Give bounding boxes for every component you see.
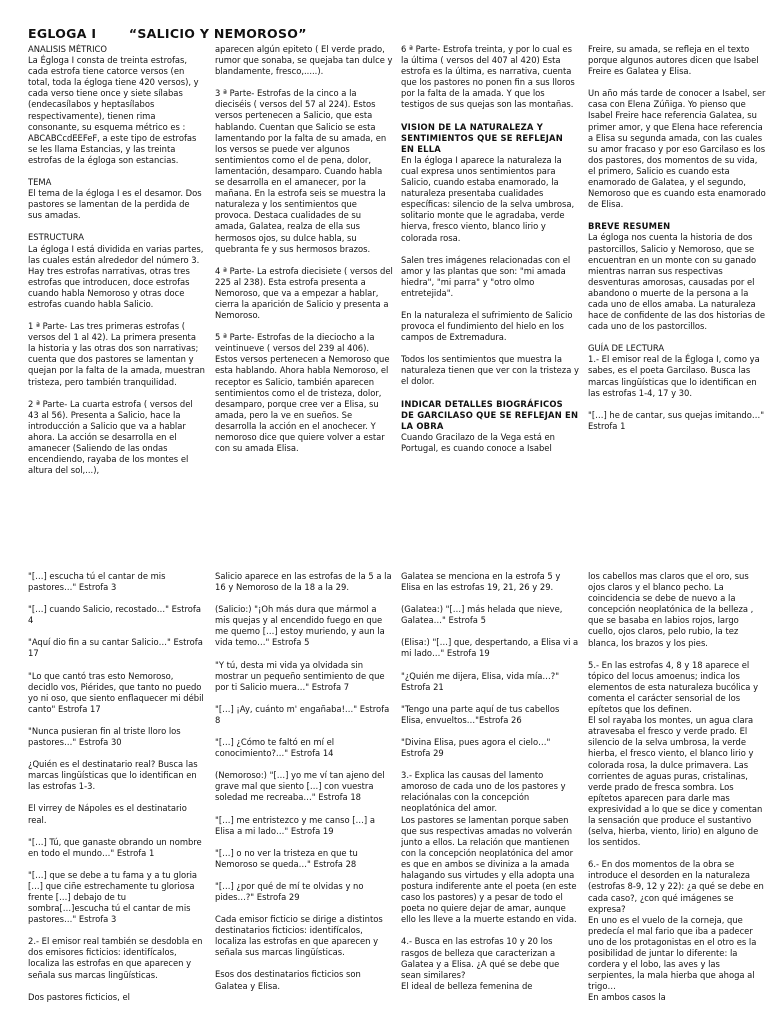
text-column-top-2 <box>215 44 393 514</box>
text-column-bottom-1 <box>28 571 206 1024</box>
paragraph: "[…] ¿Cómo te faltó en mí el conocimiento?…" Estrofa 14 <box>215 737 335 759</box>
paragraph: 2.- El emisor real también se desdobla en dos emisores ficticios: identifícalos, localiza las estrofas en que aparecen y señala sus marcas lingüísticas. <box>28 936 203 980</box>
paragraph: ¿Quién es el destinatario real? Busca las marcas lingüísticas que lo identifican en las estrofas 1-3. <box>28 759 198 792</box>
text-column-top-4 <box>588 44 766 514</box>
section-heading: GUÍA DE LECTURA <box>588 343 665 354</box>
paragraph: 1.- El emisor real de la Égloga I, como ya sabes, es el poeta Garcilaso. Busca las marcas lingüísticas que lo identifican en las estrofas 1-4, 17 y 30. <box>588 354 760 398</box>
paragraph: Cada emisor ficticio se dirige a distintos destinatarios ficticios: identifícalos, localiza las estrofas en que aparecen y señala sus marcas lingüísticas. <box>215 914 383 958</box>
section-heading: INDICAR DETALLES BIOGRÁFICOS DE GARCILASO QUE SE REFLEJAN EN LA OBRA <box>401 398 579 431</box>
paragraph: "¿Quién me dijera, Elisa, vida mía…?" Estrofa 21 <box>401 670 560 692</box>
paragraph: Todos los sentimientos que muestra la naturaleza tienen que ver con la tristeza y el dolor. <box>401 354 579 387</box>
section-heading: TEMA <box>28 177 52 188</box>
paragraph: "Tengo una parte aquí de tus cabellos Elisa, envueltos…"Estrofa 26 <box>401 703 560 725</box>
paragraph: (Salicio:) "¡Oh más dura que mármol a mis quejas y al encendido fuego en que me quemo […] estoy muriendo, y aun la vida temo…" Estrofa 5 <box>215 604 385 648</box>
text-column-bottom-3 <box>401 571 579 1024</box>
section-heading: ESTRUCTURA <box>28 232 84 243</box>
paragraph: 1 ª Parte- Las tres primeras estrofas ( versos del 1 al 42). La primera presenta la historia y las otras dos son narrativas; cuenta que dos pastores se lamentan y quejan por la falta de la amada, muestran tristeza, pero también tranquilidad. <box>28 321 205 387</box>
paragraph: El virrey de Nápoles es el destinatario real. <box>28 803 187 825</box>
paragraph: El tema de la égloga I es el desamor. Dos pastores se lamentan de la perdida de sus amadas. <box>28 188 202 221</box>
paragraph: "Divina Elisa, pues agora el cielo…" Estrofa 29 <box>401 736 551 759</box>
paragraph: (Galatea:) "[…] más helada que nieve, Galatea…" Estrofa 5 <box>401 604 563 626</box>
section-heading: BREVE RESUMEN <box>588 221 671 232</box>
paragraph: "[…] he de cantar, sus quejas imitando…" Estrofa 1 <box>588 409 765 431</box>
text-column-bottom-2 <box>215 571 393 1024</box>
paragraph: Cuando Gracilazo de la Vega está en Portugal, es cuando conoce a Isabel <box>401 431 555 453</box>
paragraph: "Nunca pusieran fin al triste lloro los pastores…" Estrofa 30 <box>28 725 181 748</box>
paragraph: "[…] ¿por qué de mí te olvidas y no pides…?" Estrofa 29 <box>215 880 364 902</box>
paragraph: 4 ª Parte- La estrofa diecisiete ( versos del 225 al 238). Esta estrofa presenta a Nemoroso, que va a empezar a hablar, cierra la aparición de Salicio y presenta a Nemoroso. <box>215 265 393 321</box>
paragraph: La égloga I está dividida en varias partes, las cuales están alrededor del número 3. Hay tres estrofas narrativas, otras tres estrofas que introducen, doce estrofas cuando habla Nemoroso y otras doce estrofas cuando habla Salicio. <box>28 243 204 309</box>
paragraph: (Elisa:) "[…] que, despertando, a Elisa vi a mi lado…" Estrofa 19 <box>401 637 579 659</box>
paragraph: "[…] ¡Ay, cuánto m' engañaba!…" Estrofa 8 <box>215 703 390 725</box>
paragraph: Salicio aparece en las estrofas de la 5 a la 16 y Nemoroso de la 18 a la 29. <box>215 571 392 593</box>
paragraph: (Nemoroso:) "[…] yo me ví tan ajeno del grave mal que siento […] con vuestra soledad me recreaba…" Estrofa 18 <box>215 770 385 803</box>
paragraph: 6.- En dos momentos de la obra se introduce el desorden en la naturaleza (estrofas 8-9, 12 y 22): ¿a qué se debe en cada caso?, ¿con qué imágenes se expresa? En uno es el vuelo de la corneja, que predecía el mal fario que iba a padecer uno de los protagonistas en el otro es la posibilidad de juntar lo diferente: la cordera y el lobo, las aves y las serpientes, la mala hierba que ahoga al trigo… En ambos casos la <box>588 859 764 1003</box>
paragraph: 2 ª Parte- La cuarta estrofa ( versos del 43 al 56). Presenta a Salicio, hace la introducción a Salicio que va a hablar ahora. La acción se desarrolla en el amanecer (Saliendo de las ondas encendiendo, rayaba de los montes el altura del sol,...), <box>28 398 193 476</box>
paragraph: los cabellos mas claros que el oro, sus ojos claros y el blanco pecho. La coincidencia se debe de nuevo a la concepción neoplatónica de la belleza , que se basaba en labios rojos, largo cuello, ojos claros, pelo rubio, la tez blanca, los brazos y los pies. <box>588 571 754 648</box>
paragraph: "[…] cuando Salicio, recostado…" Estrofa 4 <box>28 604 202 626</box>
paragraph: La Égloga I consta de treinta estrofas, cada estrofa tiene catorce versos (en total, toda la égloga tiene 420 versos), y cada verso tiene once y siete sílabas (endecasílabos y heptasílabos respectivamente), tienen rima consonante, su esquema métrico es : ABCABCcdEEFeF, a este tipo de estrofas se les llama Estancias, y las treinta estrofas de la égloga son estancias. <box>28 55 199 165</box>
paragraph: Un año más tarde de conocer a Isabel, ser casa con Elena Zúñiga. Yo pienso que Isabel Freire hace referencia Galatea, su primer amor, y que Elena hace referencia a Elisa su segunda amada, con las cuales su amor fracaso y por eso Garcilaso es los dos pastores, dos momentos de su vida, el primero, Salicio es cuando esta enamorado de Galatea, y el segundo, Nemoroso que es cuando esta enamorado de Elisa. <box>588 88 766 210</box>
text-column-bottom-4 <box>588 571 766 1024</box>
paragraph: Freire, su amada, se refleja en el texto porque algunos autores dicen que Isabel Freire es Galatea y Elisa. <box>588 44 759 77</box>
section-heading: ANALISIS MÉTRICO <box>28 44 107 54</box>
paragraph: 4.- Busca en las estrofas 10 y 20 los rasgos de belleza que caracterizan a Galatea y a Elisa. ¿A qué se debe que sean similares? El ideal de belleza femenina de <box>401 936 560 991</box>
page-title: EGLOGA I “SALICIO Y NEMOROSO” <box>28 26 307 41</box>
paragraph: En la naturaleza el sufrimiento de Salicio provoca el fundimiento del hielo en los campos de Extremadura. <box>401 309 573 343</box>
paragraph: Galatea se menciona en la estrofa 5 y Elisa en las estrofas 19, 21, 26 y 29. <box>401 571 561 593</box>
paragraph: "[…] o no ver la tristeza en que tu Nemoroso se queda…" Estrofa 28 <box>215 847 358 869</box>
paragraph: "[…] me entristezco y me canso […] a Elisa a mi lado…" Estrofa 19 <box>215 814 375 836</box>
paragraph: 3.- Explica las causas del lamento amoroso de cada uno de los pastores y relaciónalas con la concepción neoplatónica del amor. Los pastores se lamentan porque saben que sus respectivas amadas no volverán junto a ellos. La relación que mantienen con la concepción neoplatónica del amor es que en ambos se diviniza a la amada halagando sus virtudes y ella adopta una postura indiferente ante el poeta (en este caso los pastores) y a pesar de todo el poeta no quiere dejar de amar, aunque ello les lleve a la muerte estando en vida. <box>401 770 577 925</box>
paragraph: 3 ª Parte- Estrofas de la cinco a la dieciséis ( versos del 57 al 224). Estos versos pertenecen a Salicio, que esta hablando. Cuentan que Salicio se esta lamentando por la falta de su amada, en los versos se puede ver algunos sentimientos como el de pena, dolor, lamentación, desamparo. Cuando habla se desarrolla en el amanecer, por la mañana. En la estrofa seis se muestra la naturaleza y los sentimientos que provoca. Destaca cualidades de su amada, Galatea, realza de ella sus hermosos ojos, su dulce habla, su quebranta fe y sus hermosos brazos. <box>215 88 387 254</box>
paragraph: La égloga nos cuenta la historia de dos pastorcillos, Salicio y Nemoroso, que se encuentran en un monte con su ganado mientras narran sus respectivas desventuras amorosas, causadas por el abandono o muerte de la persona a la cada uno de ellos amaba. La naturaleza hace de confidente de las dos historias de cada uno de los pastorcillos. <box>588 232 766 332</box>
paragraph: "Aquí dio fin a su cantar Salicio…" Estrofa 17 <box>28 637 203 659</box>
paragraph: 5 ª Parte- Estrofas de la dieciocho a la veintinueve ( versos del 239 al 406). Estos versos pertenecen a Nemoroso que esta hablando. Ahora habla Nemoroso, el receptor es Salicio, también aparecen sentimientos como el de tristeza, dolor, desamparo, porque cree ver a Elisa, su amada, pero la ve en sueños. Se desarrolla la acción en el anochecer. Y nemoroso dice que quiere volver a estar con su amada Elisa. <box>215 332 390 454</box>
paragraph: "[…] escucha tú el cantar de mis pastores…" Estrofa 3 <box>28 571 166 593</box>
paragraph: "Lo que cantó tras esto Nemoroso, decidlo vos, Piérides, que tanto no puedo yo ni oso, que siento enflaquecer mi débil canto" Estrofa 17 <box>28 670 204 714</box>
paragraph: 6 ª Parte- Estrofa treinta, y por lo cual es la última ( versos del 407 al 420) Esta estrofa es la última, es narrativa, cuenta que los pastores no ponen fin a sus lloros por la falta de la amada. Y que los testigos de sus quejas son las montañas. <box>401 44 575 110</box>
paragraph: "[…] que se debe a tu fama y a tu gloria […] que ciñe estrechamente tu gloriosa frente […] debajo de tu sombra[…]escucha tú el cantar de mis pastores…" Estrofa 3 <box>28 869 198 925</box>
paragraph: Salen tres imágenes relacionadas con el amor y las plantas que son: "mi amada hiedra", "mi parra" y "otro olmo entretejida". <box>401 254 571 298</box>
section-heading: VISION DE LA NATURALEZA Y SENTIMIENTOS QUE SE REFLEJAN EN ELLA <box>401 121 563 154</box>
paragraph: "Y tú, desta mi vida ya olvidada sin mostrar un pequeño sentimiento de que por ti Salicio muera…" Estrofa 7 <box>215 659 385 692</box>
text-column-top-1 <box>28 44 206 514</box>
paragraph: En la égloga I aparece la naturaleza la cual expresa unos sentimientos para Salicio, cuando estaba enamorado, la naturaleza presentaba cualidades específicas: silencio de la selva umbrosa, solitario monte que le agradaba, verde hierva, fresco viento, blanco lirio y colorada rosa. <box>401 154 575 243</box>
paragraph: 5.- En las estrofas 4, 8 y 18 aparece el tópico del locus amoenus; indica los elementos de esta naturaleza bucólica y comenta el carácter sensorial de los epítetos que los definen. El sol rayaba los montes, un agua clara atravesaba el fresco y verde prado. El silencio de la selva umbrosa, la verde hierba, el fresco viento, el blanco lirio y colorada rosa, la dulce primavera. Las corrientes de aguas puras, cristalinas, verde prado de fresca sombra. Los epítetos aparecen para darle mas expresividad a lo que se dice y comentan la sensación que produce el sustantivo (selva, hierba, viento, lirio) en alguno de los sentidos. <box>588 659 763 848</box>
paragraph: Esos dos destinatarios ficticios son Galatea y Elisa. <box>215 969 361 991</box>
paragraph: aparecen algún epiteto ( El verde prado, rumor que sonaba, se quejaba tan dulce y blandamente, fresco,.....). <box>215 44 393 77</box>
text-column-top-3 <box>401 44 579 514</box>
paragraph: Dos pastores ficticios, el <box>28 991 130 1002</box>
paragraph: "[…] Tú, que ganaste obrando un nombre en todo el mundo…" Estrofa 1 <box>28 836 202 858</box>
